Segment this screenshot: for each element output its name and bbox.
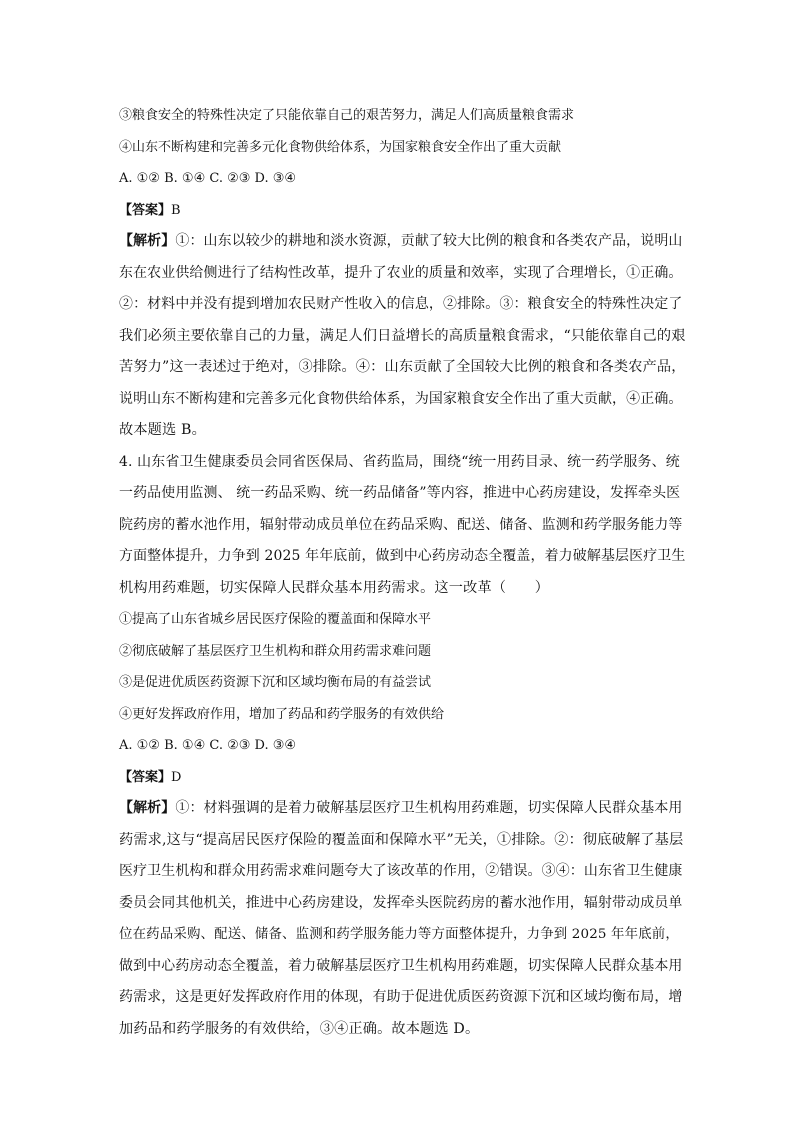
q4-answer-label: 【答案】 — [119, 769, 172, 785]
q4-statement-3: ③是促进优质医药资源下沉和区域均衡布局的有益尝试 — [119, 675, 432, 690]
q3-answer-value: B — [171, 202, 181, 218]
q3-answer-label: 【答案】 — [119, 202, 172, 218]
q3-statement-3: ③粮食安全的特殊性决定了只能依靠自己的艰苦努力，满足人们高质量粮食需求 — [119, 108, 575, 123]
q3-analysis-text-1: ①：山东以较少的耕地和淡水资源，贡献了较大比例的粮食和各类农产品，说明山 — [175, 233, 683, 249]
q4-analysis-text-7: 药需求，这是更好发挥政府作用的体现，有助于促进优质医药资源下沉和区域均衡布局，增 — [119, 989, 683, 1005]
q4-analysis-text-3: 医疗卫生机构和群众用药需求难问题夸大了该改革的作用，②错误。③④：山东省卫生健康 — [119, 863, 683, 879]
q4-answer-value: D — [171, 769, 182, 785]
q4-stem-1: 4. 山东省卫生健康委员会同省医保局、省药监局，围绕“统一用药目录、统一药学服务、统 — [119, 453, 680, 470]
q3-answer — [119, 195, 687, 227]
q4-statement-2: ②彻底破解了基层医疗卫生机构和群众用药需求难问题 — [119, 643, 432, 659]
q4-analysis-text-4: 委员会同其他机关，推进中心药房建设，发挥牵头医院药房的蓄水池作用，辐射带动成员单 — [119, 894, 683, 911]
q4-analysis-text-1: ①：材料强调的是着力破解基层医疗卫生机构用药难题，切实保障人民群众基本用 — [175, 800, 683, 816]
q4-stem-2: 一药品使用监测、 统一药品采购、统一药品储备”等内容，推进中心药房建设，发挥牵头医 — [119, 485, 681, 501]
q4-statement-4: ④更好发挥政府作用，增加了药品和药学服务的有效供给 — [119, 706, 445, 722]
q4-stem-5: 机构用药难题，切实保障人民群众基本用药需求。这一改革（ ） — [119, 579, 550, 596]
q3-analysis-text-2: 东在农业供给侧进行了结构性改革，提升了农业的质量和效率，实现了合理增长，①正确。 — [119, 264, 683, 281]
q4-stem-3: 院药房的蓄水池作用，辐射带动成员单位在药品采购、配送、储备、监测和药学服务能力等 — [119, 516, 683, 533]
q3-analysis-line — [119, 226, 687, 258]
q4-statement-1: ①提高了山东省城乡居民医疗保险的覆盖面和保障水平 — [119, 612, 432, 627]
q3-options: A. ①② B. ①④ C. ②③ D. ③④ — [119, 171, 297, 186]
q4-analysis-label: 【解析】 — [119, 800, 176, 816]
q3-analysis-text-3: ②：材料中并没有提到增加农民财产性收入的信息，②排除。③：粮食安全的特殊性决定了 — [119, 296, 683, 312]
q3-statement-4: ④山东不断构建和完善多元化食物供给体系，为国家粮食安全作出了重大贡献 — [119, 139, 562, 155]
q4-analysis-line — [119, 793, 687, 825]
q4-analysis-text-2: 药需求,这与“提高居民医疗保险的覆盖面和保障水平”无关，①排除。②：彻底破解了基层 — [119, 831, 684, 848]
document-body — [119, 100, 687, 1045]
q4-analysis-text-5: 位在药品采购、配送、储备、监测和药学服务能力等方面整体提升，力争到 2025 年年底前， — [119, 927, 679, 942]
q4-analysis-text-6: 做到中心药房动态全覆盖，着力破解基层医疗卫生机构用药难题，切实保障人民群众基本用 — [119, 957, 683, 974]
q3-analysis-text-5: 苦努力”这一表述过于绝对，③排除。④：山东贡献了全国较大比例的粮食和各类农产品， — [119, 359, 686, 375]
q3-analysis-text-4: 我们必须主要依靠自己的力量，满足人们日益增长的高质量粮食需求，“只能依靠自己的艰 — [119, 327, 686, 344]
q3-analysis-label: 【解析】 — [119, 233, 176, 249]
q4-analysis-text-8: 加药品和药学服务的有效供给，③④正确。故本题选 D。 — [119, 1020, 480, 1037]
q4-options: A. ①② B. ①④ C. ②③ D. ③④ — [119, 738, 297, 753]
q3-analysis-text-6: 说明山东不断构建和完善多元化食物供给体系，为国家粮食安全作出了重大贡献，④正确。 — [119, 390, 683, 407]
q4-stem-4: 方面整体提升，力争到 2025 年年底前，做到中心药房动态全覆盖，着力破解基层医疗卫生 — [119, 548, 686, 564]
q3-analysis-text-7: 故本题选 B。 — [119, 422, 206, 438]
q4-answer — [119, 762, 687, 794]
